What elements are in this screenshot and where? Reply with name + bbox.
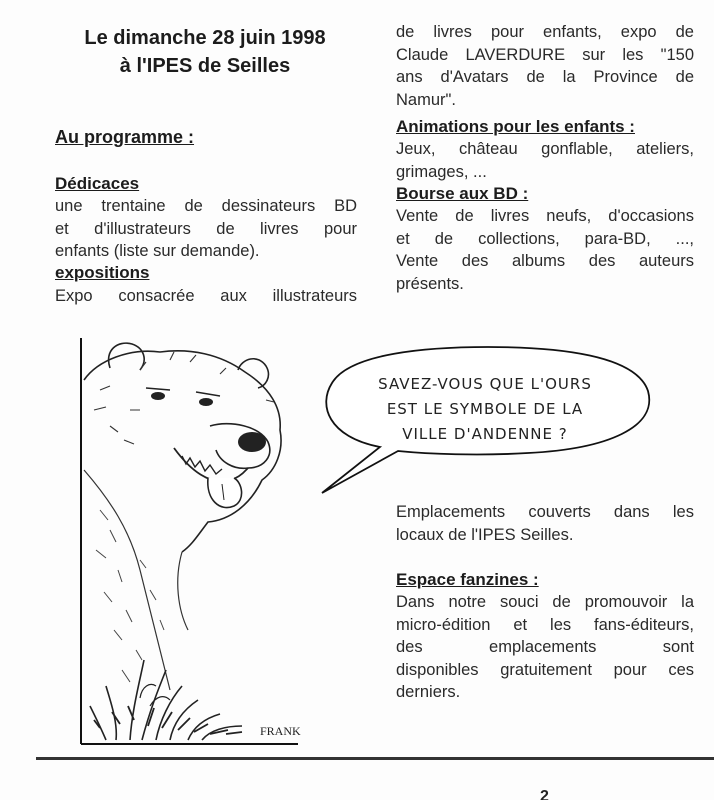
grass-curls [140,685,170,707]
text-line: et d'illustrateurs de livres pour [55,219,357,238]
bear-eye-right [199,398,213,406]
bourse-heading: Bourse aux BD : [396,184,529,203]
animations-heading: Animations pour les enfants : [396,117,635,136]
bottom-rule [36,757,714,760]
fanzines-text [396,591,694,704]
text-line: présents. [396,274,464,293]
speech-bubble-shape [322,347,649,493]
bourse-text [396,205,694,295]
expositions-heading: expositions [55,263,150,282]
speech-bubble [318,345,652,500]
bear-nose [238,432,266,452]
text-line: Jeux, château gonflable, ateliers, [396,140,694,158]
text-line: des emplacements sont [396,638,694,656]
text-line: Claude LAVERDURE sur les "150 [396,45,694,64]
bear-ear-right [238,359,268,388]
expositions-text-left [55,285,357,308]
dedicaces-text [55,195,357,263]
text-line: enfants (liste sur demande). [55,242,260,260]
bubble-line-1: SAVEZ-VOUS QUE L'OURS [378,375,592,393]
text-line: ans d'Avatars de la Province de [396,68,694,86]
bear-eye-left [151,392,165,400]
bear-body-outline [84,470,170,690]
text-line: grimages, ... [396,162,487,181]
text-line: locaux de l'IPES Seilles. [396,525,574,544]
bear-illustration [70,330,302,748]
text-line: Vente des albums des auteurs [396,252,694,270]
bear-fur-hatching [96,510,164,682]
event-date: Le dimanche 28 juin 1998 [84,27,326,49]
artist-signature: FRANK [260,724,301,738]
bear-ear-left [109,343,145,370]
bear-mouth [174,448,248,481]
text-line: Expo consacrée aux illustrateurs [55,287,357,305]
text-line: et de collections, para-BD, ..., [396,229,694,248]
fanzines-heading: Espace fanzines : [396,570,539,589]
event-title [55,24,355,80]
text-line: Emplacements couverts dans les [396,503,694,521]
bubble-line-2: EST LE SYMBOLE DE LA [386,400,584,418]
text-line: Dans notre souci de promouvoir la [396,593,694,611]
program-heading: Au programme : [55,127,195,147]
bubble-line-3: VILLE D'ANDENNE ? [402,425,568,443]
page-number: 2 [540,788,549,800]
bear-tongue [208,478,242,508]
emplacements-text [396,501,694,546]
text-line: Vente de livres neufs, d'occasions [396,207,694,225]
expositions-text-right [396,21,694,111]
text-line: micro-édition et les fans-éditeurs, [396,615,694,634]
animations-text [396,138,694,183]
event-venue: à l'IPES de Seilles [119,55,291,77]
text-line: derniers. [396,683,461,701]
dedicaces-heading: Dédicaces [55,174,140,193]
text-line: Namur". [396,90,456,109]
bear-chest-line [178,552,188,630]
bear-fur-strokes [94,352,274,444]
grass-tufts [90,660,242,740]
text-line: disponibles gratuitement pour ces [396,660,694,679]
text-line: une trentaine de dessinateurs BD [55,197,357,215]
text-line: de livres pour enfants, expo de [396,23,694,41]
